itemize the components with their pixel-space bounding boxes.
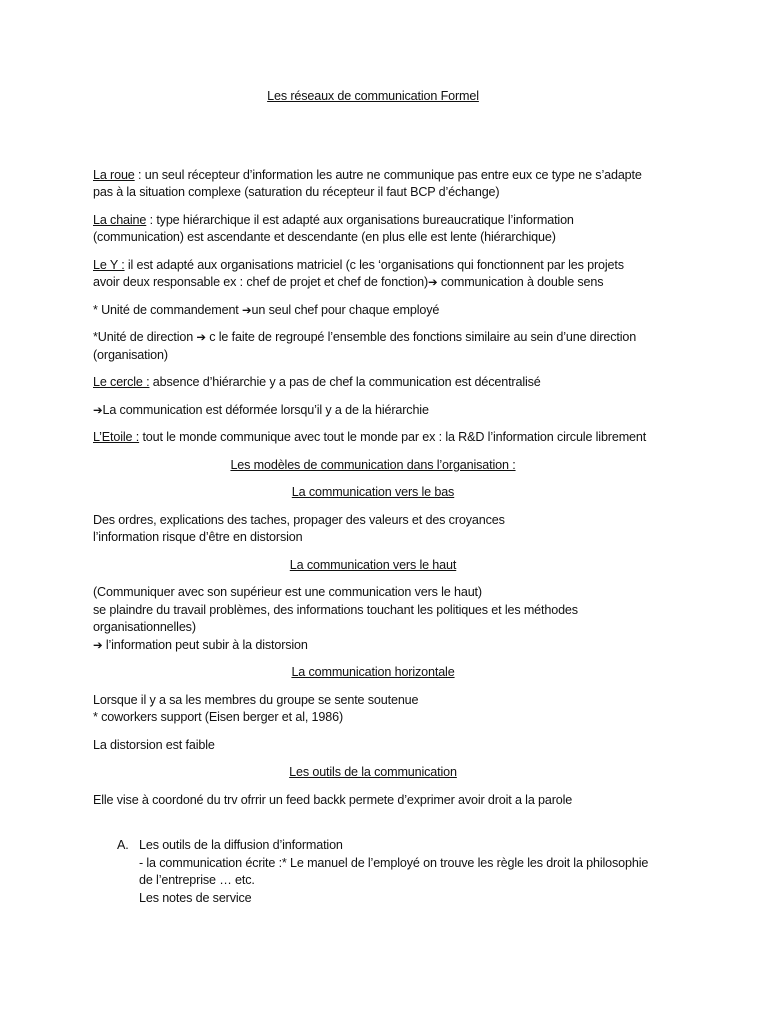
paragraph-deformee: [93, 402, 653, 420]
document-title: Les réseaux de communication Formel: [267, 89, 479, 103]
text-deformee: La communication est déformée lorsqu’il y a de la hiérarchie: [102, 402, 429, 417]
text-roue: : un seul récepteur d’information les autre ne communique pas entre eux ce type ne s’adapte pas à la situation complexe (saturation du récepteur il faut BCP d’échange): [93, 167, 642, 199]
paragraph-vers-le-haut: [93, 584, 653, 654]
text-y: il est adapté aux organisations matriciel (c les ‘organisations qui fonctionnent par les projets avoir deux responsable ex : chef de projet et chef de fonction): [93, 257, 624, 289]
list-item-title: Les outils de la diffusion d’information: [139, 838, 343, 852]
paragraph-unite-direction: [93, 329, 653, 364]
text-line: l’information peut subir à la distorsion: [102, 637, 308, 652]
text-line: Lorsque il y a sa les membres du groupe se sente soutenue: [93, 692, 419, 707]
term-roue: La roue: [93, 167, 135, 182]
list-marker: A.: [117, 838, 129, 852]
paragraph-vers-le-bas: [93, 512, 653, 547]
paragraph-horizontale: [93, 692, 653, 727]
arrow-right-icon: ➔: [428, 275, 438, 289]
arrow-right-icon: ➔: [196, 330, 206, 344]
heading-horizontale: La communication horizontale: [291, 665, 455, 679]
heading-vers-le-bas: La communication vers le bas: [291, 485, 455, 499]
paragraph-y: [93, 257, 653, 292]
text-line: (Communiquer avec son supérieur est une communication vers le haut): [93, 585, 482, 599]
document-body: [93, 88, 653, 907]
arrow-right-icon: ➔: [93, 402, 103, 417]
list-item-body: [139, 837, 653, 907]
arrow-right-icon: ➔: [93, 637, 103, 652]
paragraph-unite-commandement: [93, 302, 653, 320]
paragraph-chaine: [93, 212, 653, 247]
text-unite-commandement-after: un seul chef pour chaque employé: [251, 302, 440, 317]
text-line-arrow: [93, 637, 653, 655]
heading-outils: Les outils de la communication: [289, 765, 457, 779]
paragraph-etoile: [93, 429, 653, 447]
text-unite-direction: *Unité de direction: [93, 330, 197, 344]
text-unite-direction-after: c le faite de regroupé l’ensemble des fonctions similaire au sein d’une direction (organisation): [93, 330, 637, 362]
text-line: Des ordres, explications des taches, propager des valeurs et des croyances: [93, 512, 505, 527]
list-item: [93, 837, 653, 907]
text-chaine: : type hiérarchique il est adapté aux organisations bureaucratique l’information (communication) est ascendante et descendante (en plus elle est lente (hiérarchique): [93, 212, 574, 244]
text-y-after: communication à double sens: [437, 275, 604, 289]
text-etoile: tout le monde communique avec tout le monde par ex : la R&D l’information circule librement: [139, 430, 647, 444]
list-item-line: Les notes de service: [139, 890, 252, 905]
paragraph-distorsion: La distorsion est faible: [93, 737, 215, 752]
arrow-right-icon: ➔: [242, 302, 252, 317]
text-line: * coworkers support (Eisen berger et al, 1986): [93, 710, 343, 724]
heading-vers-le-haut: La communication vers le haut: [289, 557, 457, 572]
paragraph-cercle: [93, 374, 653, 392]
heading-modeles: Les modèles de communication dans l’organisation :: [230, 457, 516, 472]
text-unite-commandement: * Unité de commandement: [93, 302, 243, 317]
term-y: Le Y :: [93, 257, 125, 272]
paragraph-outils: Elle vise à coordoné du trv ofrrir un feed backk permete d’exprimer avoir droit a la parole: [93, 792, 573, 807]
term-chaine: La chaine: [93, 212, 147, 227]
term-etoile: L’Etoile :: [93, 430, 140, 444]
text-line: l’information risque d’être en distorsion: [93, 530, 303, 544]
list-item-line: - la communication écrite :* Le manuel de l’employé on trouve les règle les droit la philosophie de l’entreprise … etc.: [139, 855, 649, 887]
ordered-list: [93, 837, 653, 907]
text-cercle: absence d’hiérarchie y a pas de chef la communication est décentralisé: [149, 375, 541, 389]
term-cercle: Le cercle :: [93, 375, 150, 389]
paragraph-roue: [93, 167, 653, 202]
text-line: se plaindre du travail problèmes, des informations touchant les politiques et les méthodes organisationnelles): [93, 602, 578, 634]
